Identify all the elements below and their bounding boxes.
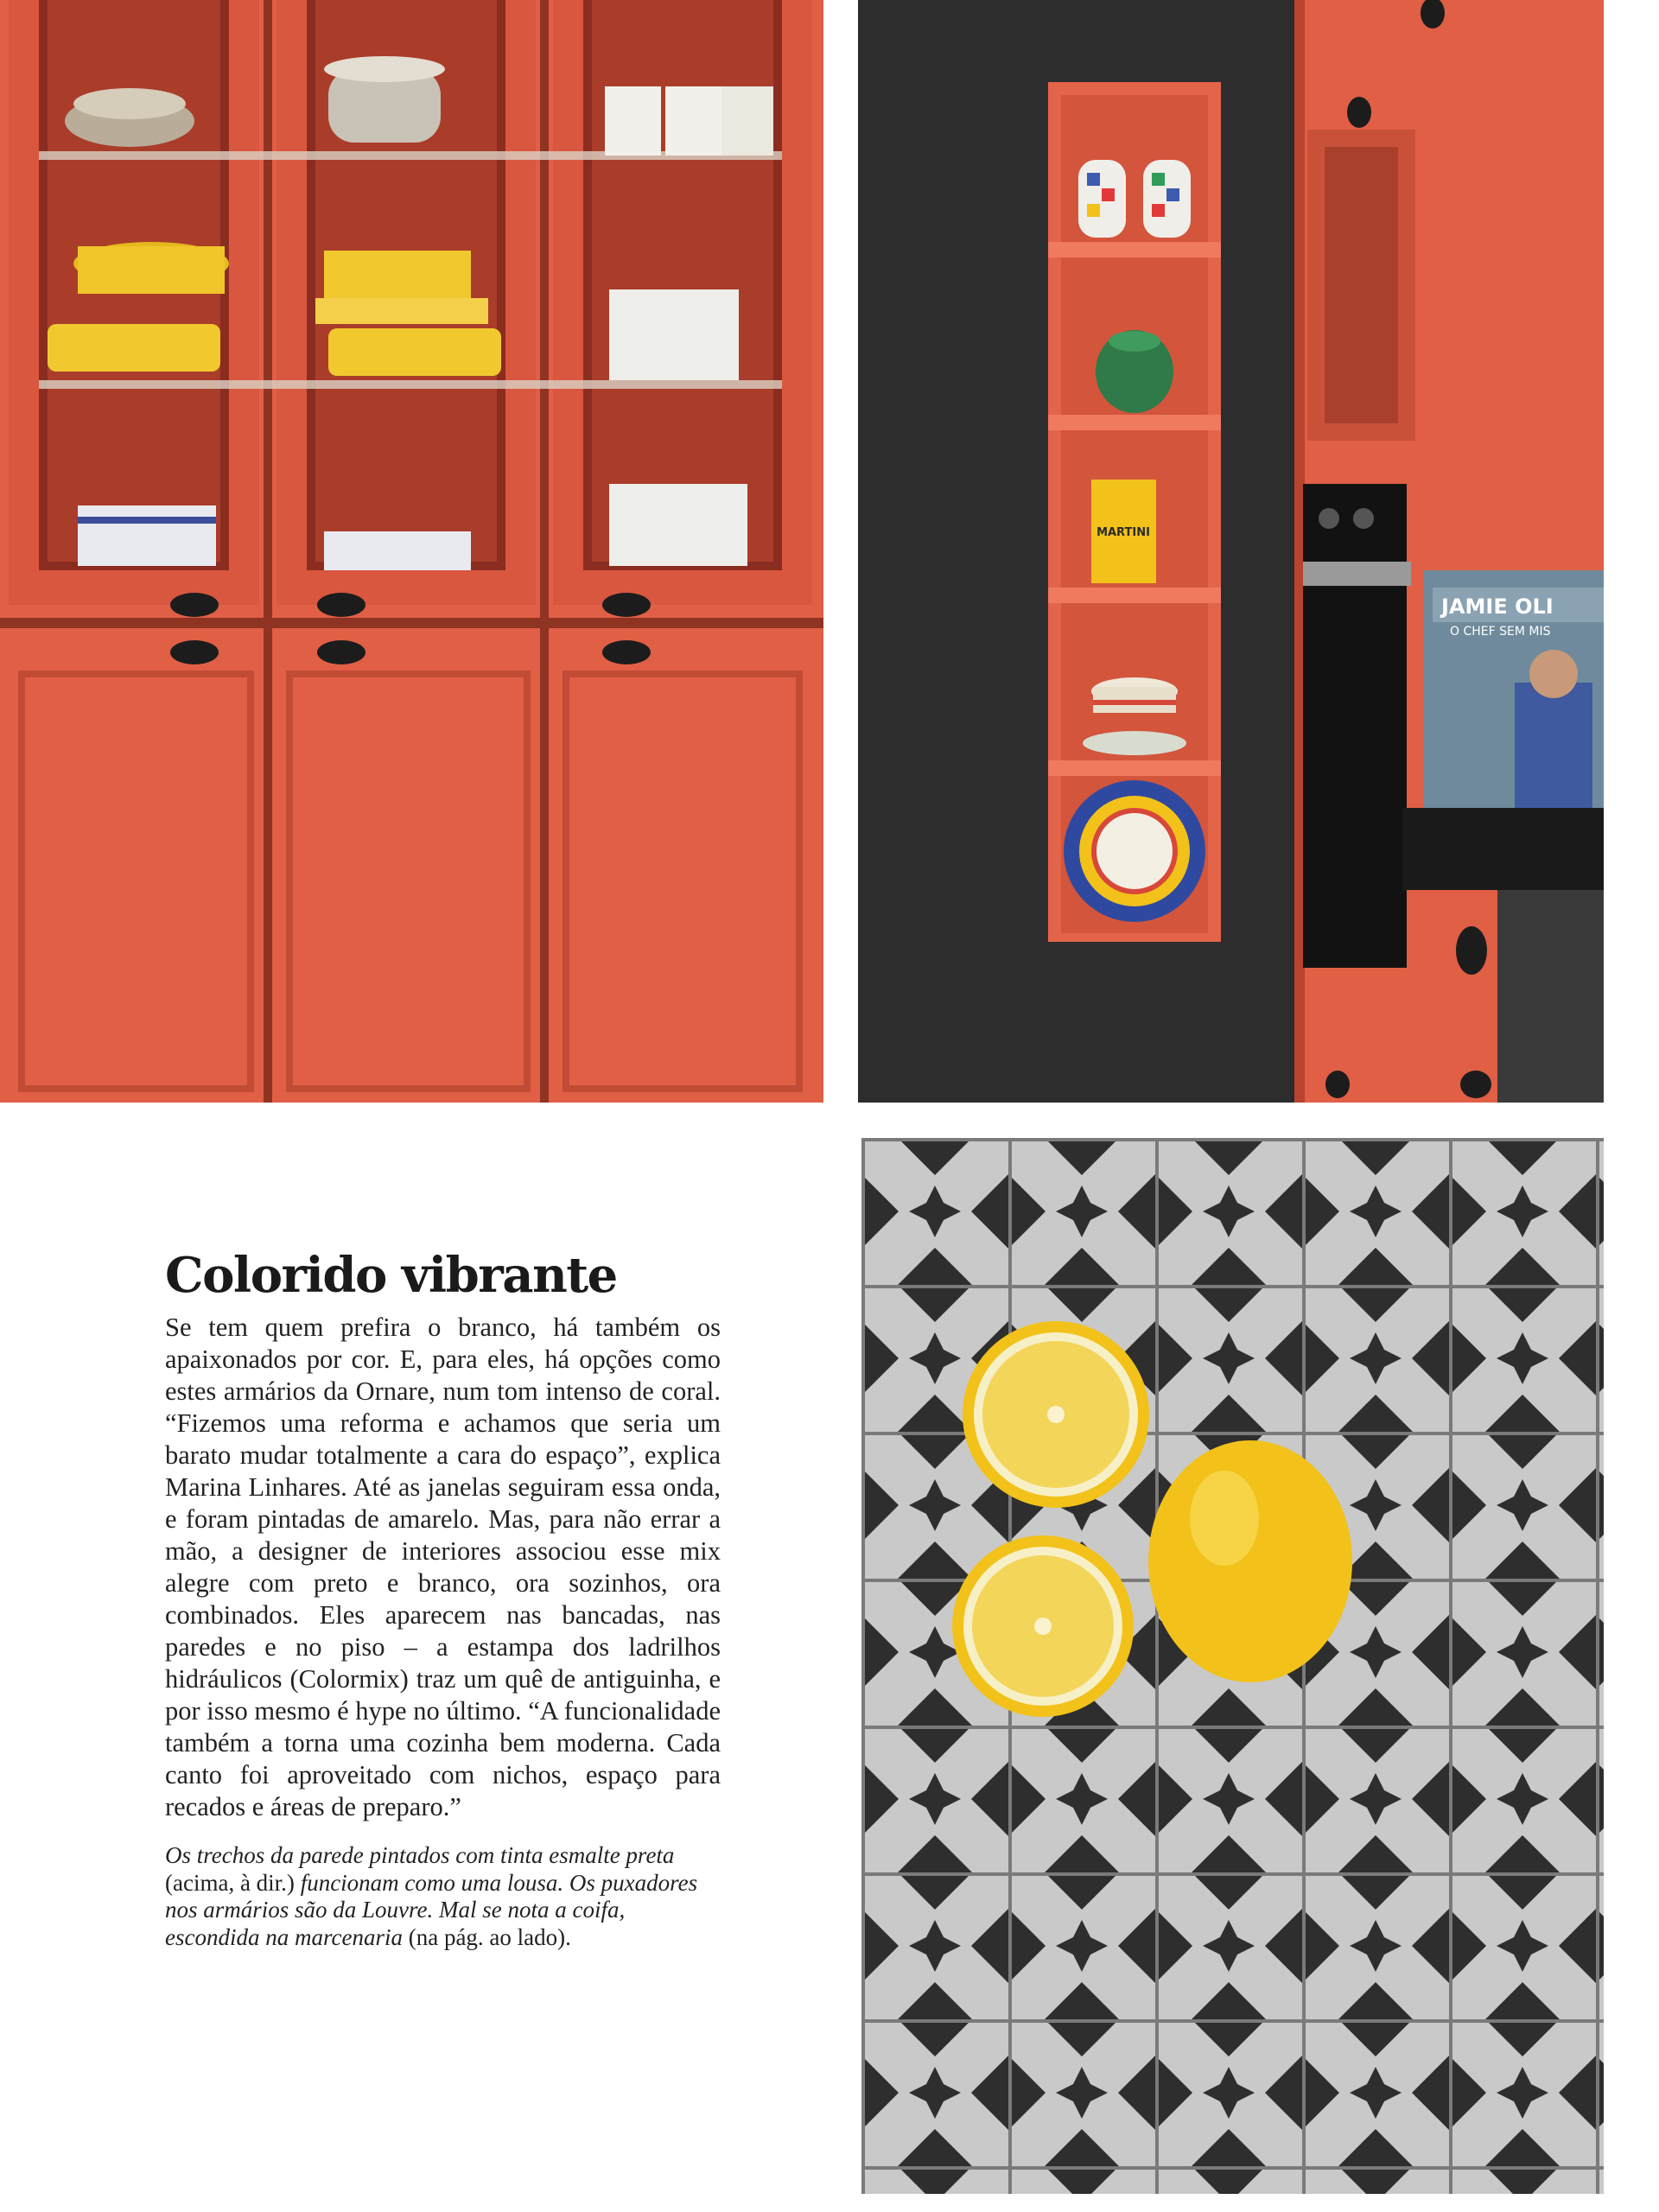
halved-lemon-bottom xyxy=(952,1535,1134,1717)
article-body: Se tem quem prefira o branco, há também os apaixonados por cor. E, para eles, há opções como estes armários da Ornare, num tom intenso de coral. “Fizemos uma reforma e achamos que seria um barato mudar totalmente a cara do espaço”, explica Marina Linhares. Até as janelas seguiram essa onda, e foram pintadas de amarelo. Mas, para não errar a mão, a designer de interiores associou esse mix alegre com preto e branco, ora sozinhos, ora combinados. Eles aparecem nas bancadas, nas paredes e no piso – a estampa dos ladrilhos hidráulicos (Colormix) traz um quê de antiguinha, e por isso mesmo é hype no último. “A funcionalidade também a torna uma cozinha bem moderna. Cada canto foi aproveitado com nichos, espaço para recados e áreas de preparo.” xyxy=(165,1313,721,1821)
cookbook-subtitle: O CHEF SEM MIS xyxy=(1450,625,1551,639)
photo-caption xyxy=(165,1842,721,1951)
cookbook-title: JAMIE OLI xyxy=(1441,594,1554,619)
cabinets-illustration xyxy=(0,0,823,1103)
tiles-illustration xyxy=(861,1138,1604,2194)
article-block xyxy=(165,1244,721,1951)
article-headline: Colorido vibrante xyxy=(165,1247,617,1304)
caption-part-1: Os trechos da parede pintados com tinta esmalte preta xyxy=(165,1842,675,1868)
chalkboard-wall-niche-photo xyxy=(858,0,1604,1103)
tin-label: MARTINI xyxy=(1096,526,1150,539)
whole-lemon xyxy=(1148,1440,1352,1682)
caption-part-2: (acima, à dir.) xyxy=(165,1869,301,1896)
coral-glass-cabinets-photo xyxy=(0,0,823,1103)
halved-lemon-top xyxy=(963,1321,1149,1508)
caption-part-3: funcionam como uma lousa. Os puxadores nos armários são da Louvre. Mal se nota a coifa, escondida na marcenaria xyxy=(165,1869,698,1950)
niche-illustration xyxy=(858,0,1604,1103)
caption-part-4: (na pág. ao lado). xyxy=(402,1923,571,1950)
hydraulic-tiles-lemons-photo xyxy=(861,1138,1604,2194)
